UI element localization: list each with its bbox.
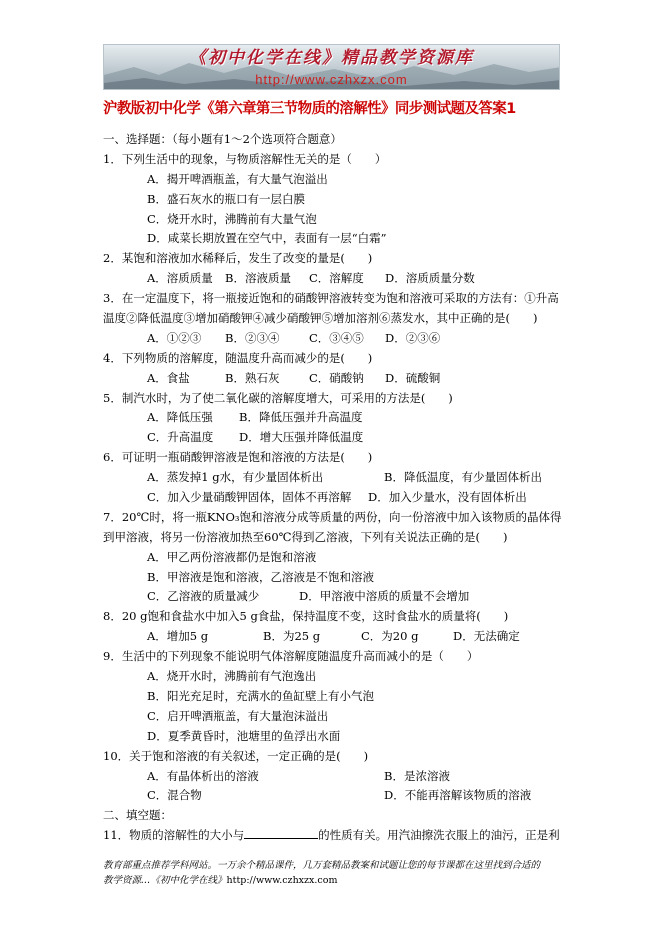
answer-option: A．降低压强 (147, 410, 213, 425)
section-heading: 一、选择题：（每小题有1～2个选项符合题意） (103, 132, 342, 146)
answer-option: C．启开啤酒瓶盖，有大量泡沫溢出 (147, 708, 329, 723)
answer-option: C．③④⑤ (309, 330, 364, 345)
answer-option: A．揭开啤酒瓶盖，有大量气泡溢出 (147, 171, 328, 186)
answer-option: A．①②③ (147, 330, 202, 345)
question-stem: 3．在一定温度下，将一瓶接近饱和的硝酸钾溶液转变为饱和溶液可采取的方法有：①升高 (103, 291, 559, 306)
footer-text: 教学资源…《初中化学在线》 (103, 875, 227, 886)
footer-url[interactable]: http://www.czhxzx.com (226, 875, 338, 886)
answer-option: B．盛石灰水的瓶口有一层白膜 (147, 191, 305, 206)
question-stem: 5．制汽水时，为了使二氧化碳的溶解度增大，可采用的方法是( ) (103, 390, 453, 405)
question-stem-continued: 到甲溶液，将另一份溶液加热至60℃得到乙溶液，下列有关说法正确的是( ) (103, 529, 508, 544)
page-footer (103, 858, 568, 888)
stem-text: 11．物质的溶解性的大小与 (103, 828, 245, 843)
options-row (103, 627, 563, 647)
answer-option: D．咸菜长期放置在空气中，表面有一层“白霜” (147, 231, 387, 246)
answer-option: B．②③④ (225, 330, 280, 345)
answer-option: A．食盐 (147, 370, 190, 385)
answer-option: C．为20 g (361, 629, 419, 644)
answer-option: D．不能再溶解该物质的溶液 (384, 788, 532, 803)
answer-option: B．甲溶液是饱和溶液，乙溶液是不饱和溶液 (147, 569, 374, 584)
question-stem: 8．20 g饱和食盐水中加入5 g食盐，保持温度不变，这时食盐水的质量将( ) (103, 609, 509, 624)
question-stem: 6．可证明一瓶硝酸钾溶液是饱和溶液的方法是( ) (103, 450, 373, 465)
answer-option: C．升高温度 (147, 430, 214, 445)
answer-option: D．加入少量水，没有固体析出 (368, 490, 527, 505)
footer-line: 教育部重点推荐学科网站。一万余个精品课件，几万套精品教案和试题让您的每节课都在这里找到合适的 (103, 860, 541, 871)
answer-option: B．降低压强并升高温度 (239, 410, 363, 425)
options-row (103, 369, 563, 389)
options-row (103, 488, 563, 508)
answer-option: A．溶质质量 (147, 271, 213, 286)
answer-blank (244, 826, 318, 839)
options-row (103, 587, 563, 607)
options-row (103, 329, 563, 349)
answer-option: C．乙溶液的质量减少 (147, 589, 260, 604)
question-stem: 4．下列物质的溶解度，随温度升高而减少的是( ) (103, 350, 373, 365)
answer-option: C．溶解度 (309, 271, 364, 286)
question-stem: 9．生活中的下列现象不能说明气体溶解度随温度升高而减小的是（ ） (103, 649, 479, 664)
question-stem: 2．某饱和溶液加水稀释后，发生了改变的量是( ) (103, 251, 373, 266)
answer-option: A．增加5 g (147, 629, 209, 644)
answer-option: B．溶液质量 (225, 271, 291, 286)
answer-option: B．阳光充足时，充满水的鱼缸壁上有小气泡 (147, 688, 374, 703)
options-row (103, 767, 563, 787)
question-list (103, 130, 563, 846)
answer-option: C．烧开水时，沸腾前有大量气泡 (147, 211, 317, 226)
answer-option: C．加入少量硝酸钾固体，固体不再溶解 (147, 490, 352, 505)
answer-option: D．②③⑥ (385, 330, 441, 345)
answer-option: D．硫酸铜 (385, 370, 441, 385)
answer-option: A．有晶体析出的溶液 (147, 768, 259, 783)
answer-option: C．混合物 (147, 788, 202, 803)
question-stem (103, 826, 563, 846)
answer-option: C．硝酸钠 (309, 370, 364, 385)
section-heading: 二、填空题： (103, 808, 172, 823)
document-title: 沪教版初中化学《第六章第三节物质的溶解性》同步测试题及答案1 (103, 101, 516, 117)
answer-option: D．增大压强并降低温度 (239, 430, 364, 445)
answer-option: A．烧开水时，沸腾前有气泡逸出 (147, 669, 317, 684)
answer-option: D．溶质质量分数 (385, 271, 475, 286)
options-row (103, 428, 563, 448)
options-row (103, 269, 563, 289)
options-row (103, 468, 563, 488)
answer-option: B．降低温度，有少量固体析出 (384, 470, 542, 485)
site-banner (103, 44, 560, 90)
options-row (103, 786, 563, 806)
stem-text: 的性质有关。用汽油擦洗衣服上的油污，正是利 (318, 828, 560, 843)
answer-option: D．甲溶液中溶质的质量不会增加 (299, 589, 470, 604)
options-row (103, 408, 563, 428)
answer-option: D．无法确定 (453, 629, 520, 644)
answer-option: B．为25 g (263, 629, 321, 644)
answer-option: A．蒸发掉1 g水，有少量固体析出 (147, 470, 324, 485)
answer-option: D．夏季黄昏时，池塘里的鱼浮出水面 (147, 728, 341, 743)
banner-url[interactable]: http://www.czhxzx.com (255, 72, 408, 87)
question-stem: 7．20℃时，将一瓶KNO₃饱和溶液分成等质量的两份，向一份溶液中加入该物质的晶体得 (103, 509, 562, 524)
question-stem-continued: 温度②降低温度③增加硝酸钾④减少硝酸钾⑤增加溶剂⑥蒸发水，其中正确的是( ) (103, 311, 538, 326)
answer-option: B．是浓溶液 (384, 768, 450, 783)
footer-line (103, 873, 568, 888)
answer-option: B．熟石灰 (225, 370, 280, 385)
question-stem: 10．关于饱和溶液的有关叙述，一定正确的是( ) (103, 748, 369, 763)
question-stem: 1．下列生活中的现象，与物质溶解性无关的是（ ） (103, 151, 387, 166)
banner-title: 《初中化学在线》精品教学资源库 (189, 48, 474, 68)
answer-option: A．甲乙两份溶液都仍是饱和溶液 (147, 549, 317, 564)
